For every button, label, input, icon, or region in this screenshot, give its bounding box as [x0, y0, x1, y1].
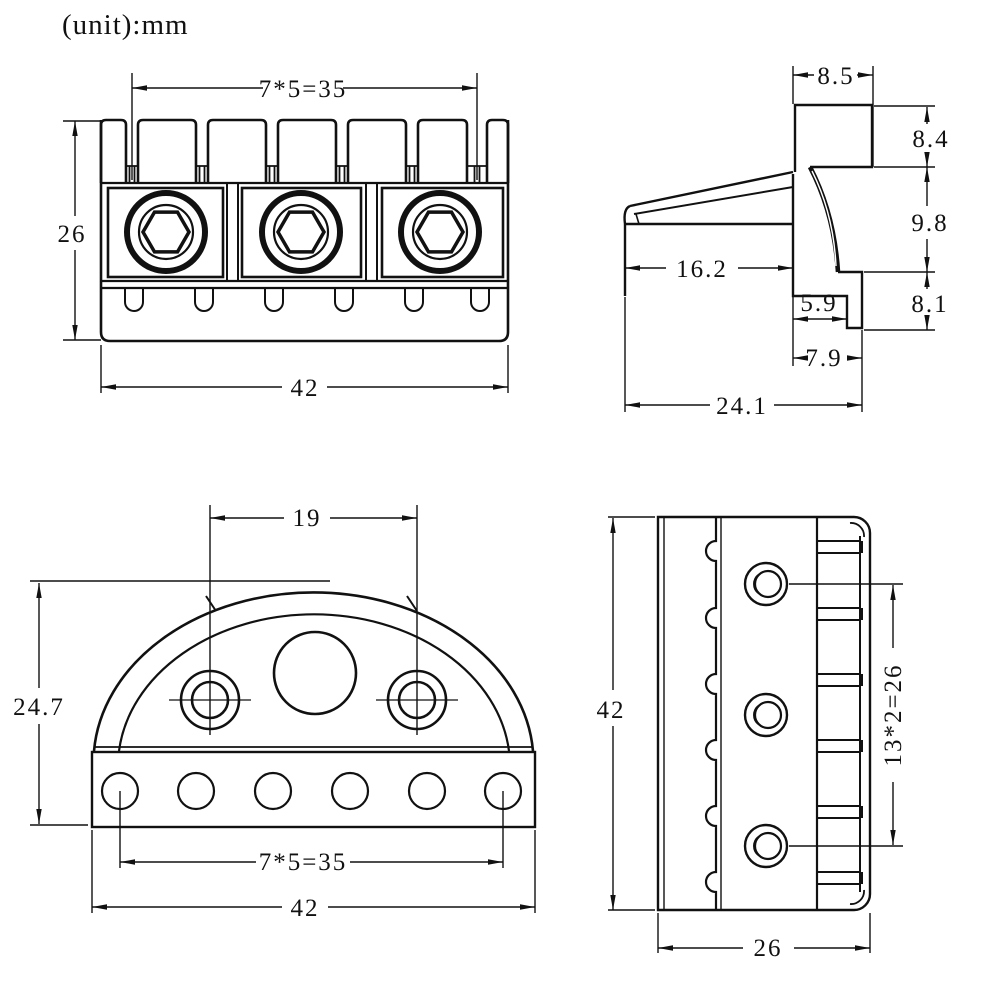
side-view — [625, 63, 950, 420]
plan-view — [13, 505, 535, 922]
side-dim-height-bottom-label: 8.1 — [911, 291, 949, 318]
bottom-string-slot-edge — [706, 517, 716, 910]
side-wedge-tip — [625, 206, 630, 224]
bottom-clamp-dividers — [817, 541, 862, 884]
front-tooth-gaps — [126, 166, 487, 183]
plan-string-holes — [102, 773, 521, 809]
plan-dome-inner-arc — [119, 614, 509, 751]
front-dim-bottom-label: 42 — [290, 375, 320, 402]
string-hole — [255, 773, 291, 809]
front-outline — [101, 120, 508, 341]
plan-dim-hole-spacing-label: 19 — [292, 505, 322, 532]
hex-socket — [143, 212, 189, 252]
plan-dim-height-label: 24.7 — [13, 694, 65, 721]
side-dim-width-top-label: 8.5 — [817, 63, 855, 90]
front-tooth — [487, 120, 508, 183]
side-dim-stem-label: 7.9 — [805, 345, 843, 372]
front-dim-left-label: 26 — [57, 221, 87, 248]
side-dim-step-label: 5.9 — [800, 290, 838, 317]
side-top-block — [795, 105, 872, 172]
hex-socket — [417, 212, 463, 252]
side-wedge-tip-line — [636, 214, 639, 224]
side-dim-depth-bottom-label: 24.1 — [716, 393, 768, 420]
front-block-channels — [227, 183, 377, 281]
screw-hole-inner — [755, 833, 781, 859]
unit-note: (unit):mm — [62, 9, 189, 41]
bottom-body-outline — [658, 517, 870, 910]
plan-outline — [92, 592, 535, 827]
screw-hole-inner — [755, 571, 781, 597]
string-hole — [332, 773, 368, 809]
front-tooth — [418, 120, 467, 183]
bottom-view — [597, 517, 908, 962]
front-view — [58, 73, 509, 402]
front-hex-screws — [127, 193, 479, 271]
front-tooth — [101, 120, 126, 183]
screw-hole-inner — [755, 702, 781, 728]
plan-dim-width-label: 42 — [290, 895, 320, 922]
side-clamp-curve-highlight — [812, 171, 836, 266]
front-string-notches — [125, 288, 489, 311]
string-hole — [409, 773, 445, 809]
plan-base-strip — [92, 752, 535, 827]
bottom-inner-corner-arcs — [850, 523, 864, 904]
front-tooth — [208, 120, 266, 183]
front-dim-top-label: 7*5=35 — [258, 76, 348, 103]
side-clamp-curve — [810, 167, 838, 272]
bottom-dim-width-label: 26 — [753, 935, 783, 962]
bottom-dim-hole-pitch-label: 13*2=26 — [880, 663, 907, 767]
front-tooth — [138, 120, 196, 183]
side-dim-height-mid-label: 9.8 — [911, 210, 949, 237]
side-dim-depth-mid-label: 16.2 — [676, 256, 728, 283]
plan-mount-holes — [169, 671, 458, 729]
bottom-outline — [658, 517, 870, 910]
side-dimensions — [625, 66, 935, 412]
bottom-screw-holes — [745, 563, 787, 867]
front-tooth — [278, 120, 336, 183]
string-hole — [178, 773, 214, 809]
plan-dim-string-spacing-label: 7*5=35 — [258, 849, 348, 876]
hex-socket — [278, 212, 324, 252]
bottom-dim-length-label: 42 — [596, 697, 626, 724]
front-tooth — [348, 120, 406, 183]
side-dim-height-top-label: 8.4 — [912, 126, 950, 153]
plan-center-hole — [274, 632, 356, 714]
front-body-outline — [101, 120, 508, 341]
